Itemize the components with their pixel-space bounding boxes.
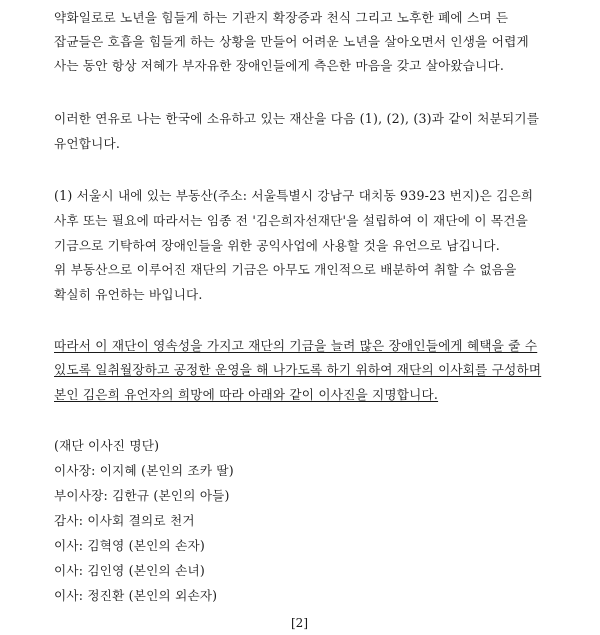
board-member: 부이사장: 김한규 (본인의 아들) xyxy=(54,488,230,503)
para4-line-1: 따라서 이 재단이 영속성을 가지고 재단의 기금을 늘려 많은 장애인들에게 혜택을 줄 수 xyxy=(54,338,538,353)
board-heading: (재단 이사진 명단) xyxy=(54,438,160,453)
para3-line-5: 확실히 유언하는 바입니다. xyxy=(54,287,203,302)
para3-line-4: 위 부동산으로 이루어진 재단의 기금은 아무도 개인적으로 배분하여 취할 수 없음을 xyxy=(54,262,517,277)
board-member: 감사: 이사회 결의로 천거 xyxy=(54,513,195,528)
page-number: [2] xyxy=(291,616,308,630)
para2-line-2: 유언합니다. xyxy=(54,136,121,151)
para3-line-1: (1) 서울시 내에 있는 부동산(주소: 서울특별시 강남구 대치동 939-23 번지)은 김은희 xyxy=(54,188,534,203)
board-member: 이사: 김혁영 (본인의 손자) xyxy=(54,538,205,553)
intro-line-3: 사는 동안 항상 저혜가 부자유한 장애인들에게 측은한 마음을 갖고 살아왔습니다. xyxy=(54,58,505,73)
board-member: 이사: 김인영 (본인의 손녀) xyxy=(54,563,205,578)
para4-line-3: 본인 김은희 유언자의 희망에 따라 아래와 같이 이사진을 지명합니다. xyxy=(54,387,439,402)
para3-line-3: 기금으로 기탁하여 장애인들을 위한 공익사업에 사용할 것을 유언으로 남깁니다. xyxy=(54,238,500,253)
board-member: 이사장: 이지혜 (본인의 조카 딸) xyxy=(54,463,234,478)
board-member: 이사: 정진환 (본인의 외손자) xyxy=(54,588,218,603)
intro-line-2: 잡균들은 호흡을 힘들게 하는 상황을 만들어 어려운 노년을 살아오면서 인생을 어렵게 xyxy=(54,34,529,49)
intro-line-1: 약화일로로 노년을 힘들게 하는 기관지 확장증과 천식 그리고 노후한 폐에 스며 든 xyxy=(54,10,509,25)
para2-line-1: 이러한 연유로 나는 한국에 소유하고 있는 재산을 다음 (1), (2), (3)과 같이 처분되기를 xyxy=(54,111,540,126)
para3-line-2: 사후 또는 필요에 따라서는 임종 전 '김은희자선재단'을 설립하여 이 재단에 이 목건을 xyxy=(54,213,528,228)
para4-line-2: 있도록 일취월장하고 공정한 운영을 해 나가도록 하기 위하여 재단의 이사회를 구성하며 xyxy=(54,362,542,377)
